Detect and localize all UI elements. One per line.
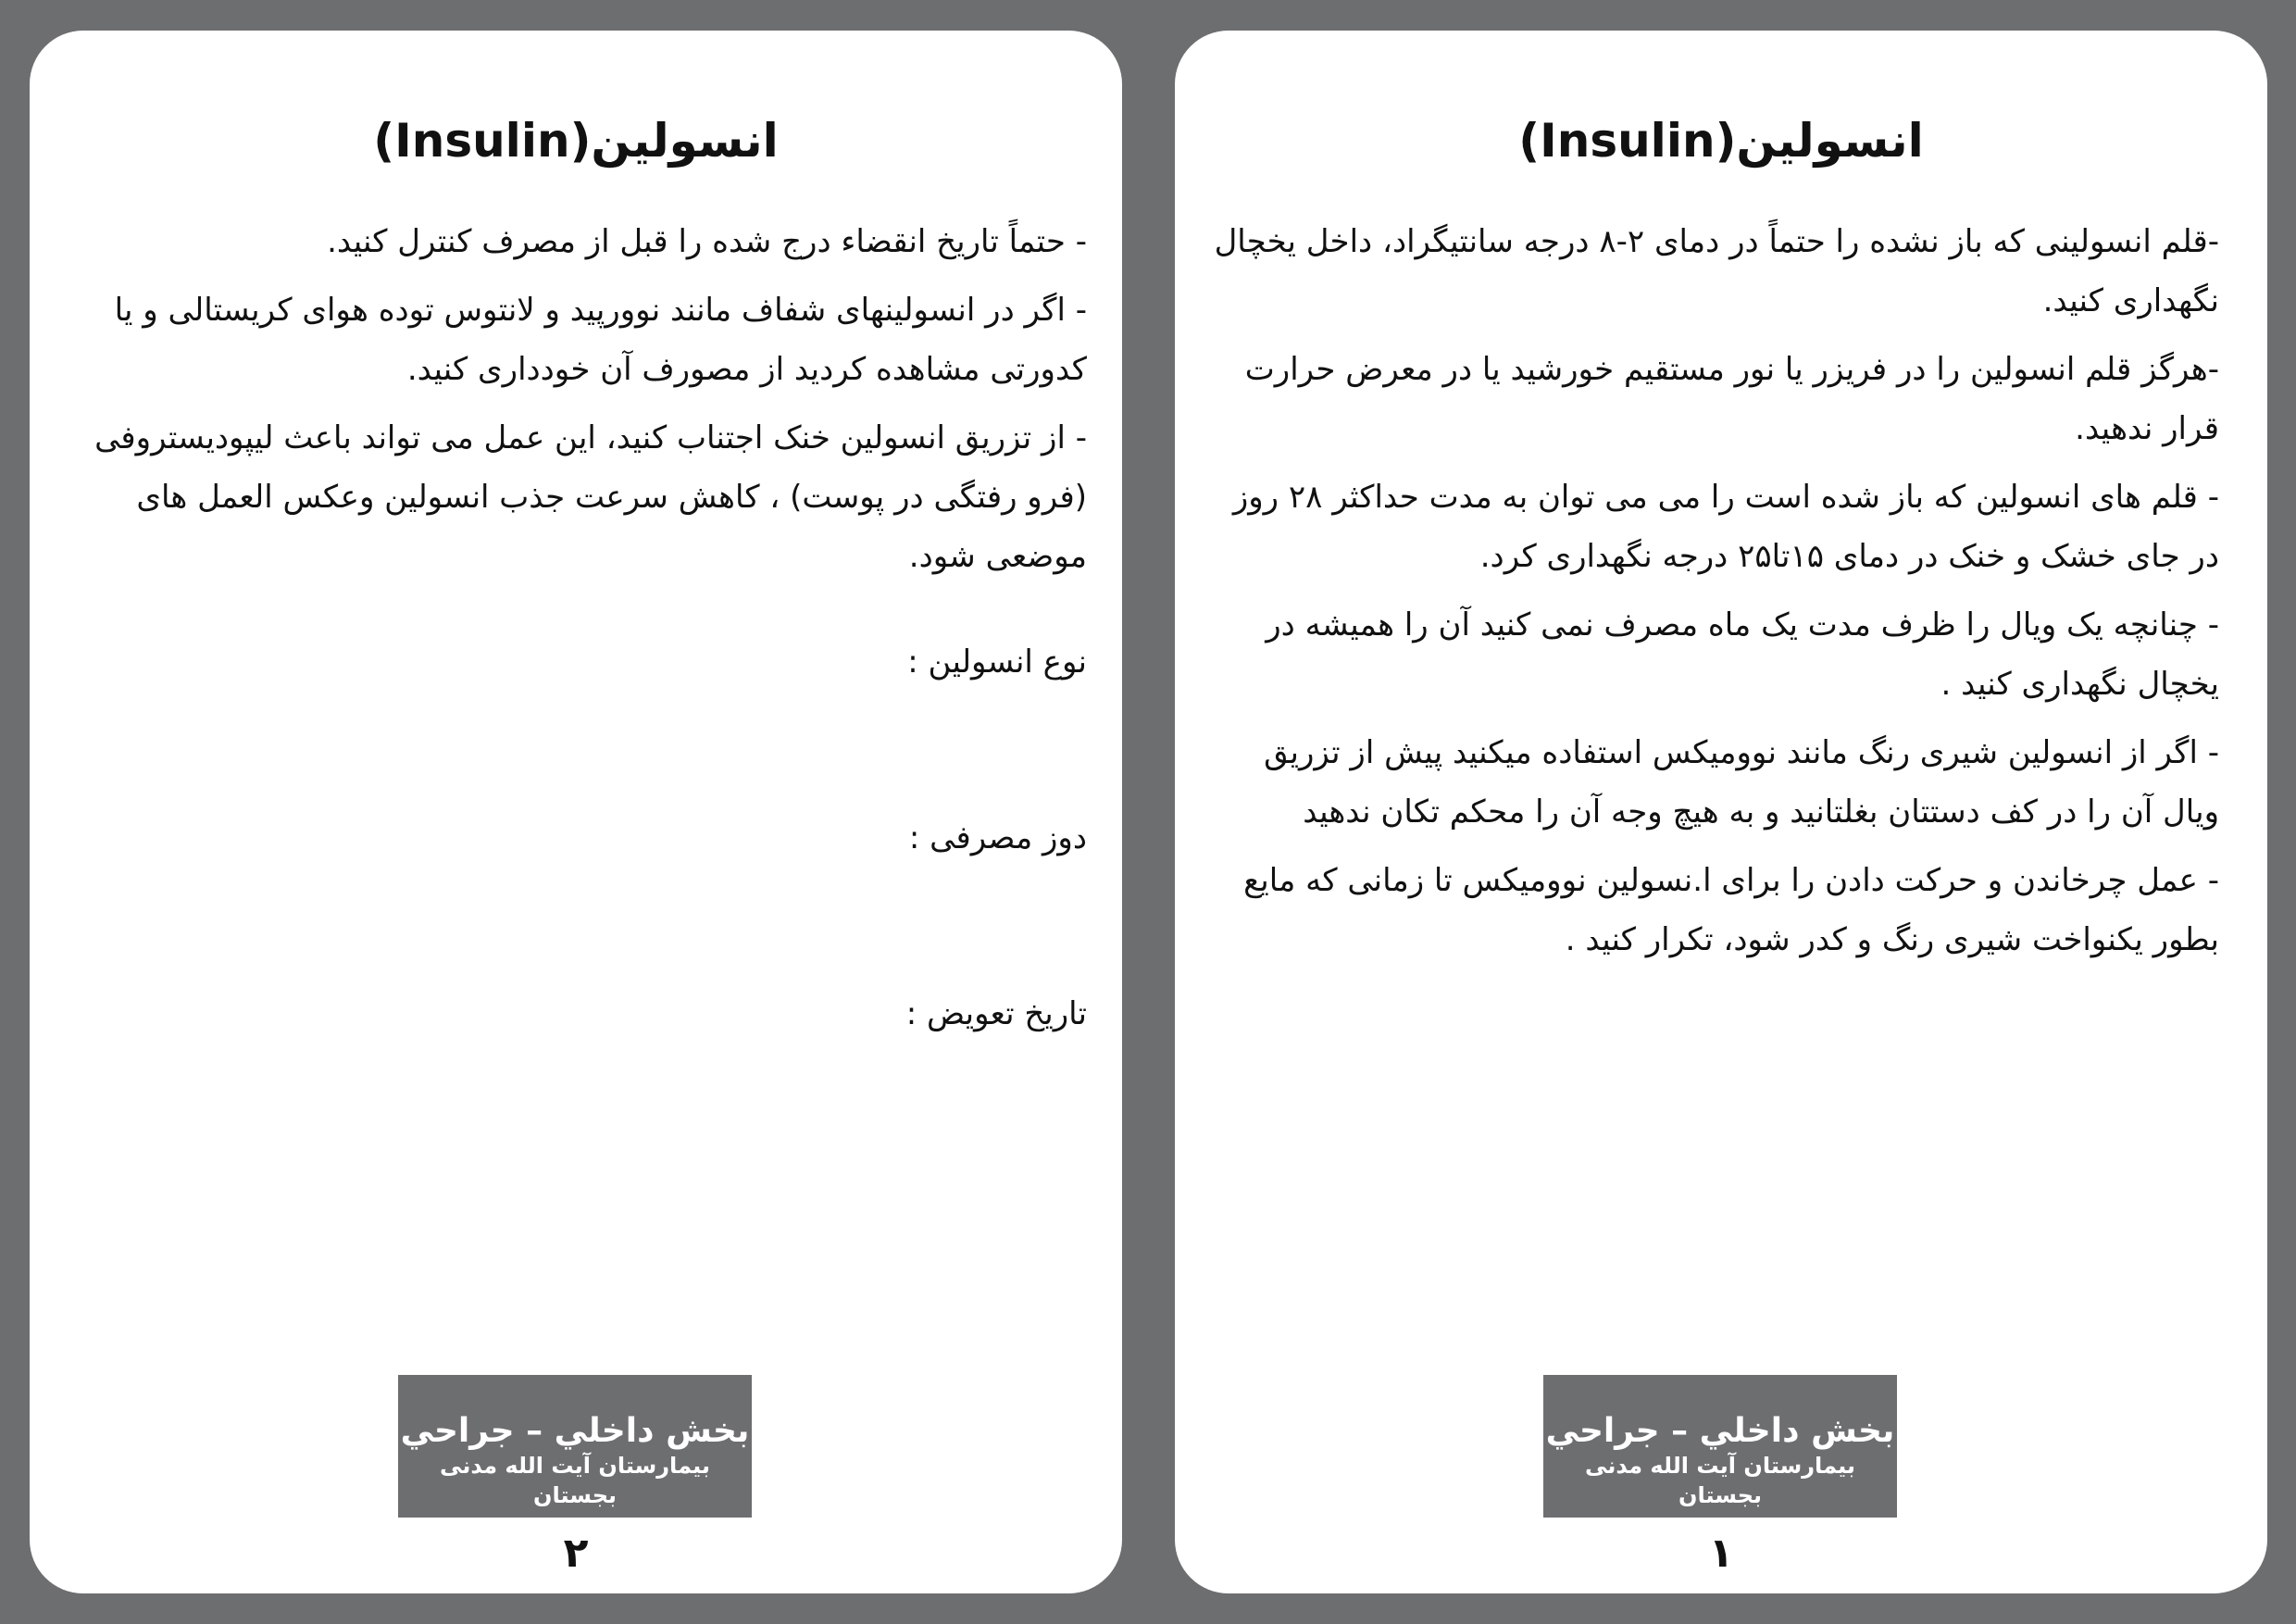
change-date-field-label: تاریخ تعویض :	[905, 995, 1087, 1032]
department-name: بخش داخلي – جراحي	[400, 1412, 750, 1450]
page-number: ۱	[1708, 1530, 1734, 1577]
page-body	[1210, 212, 2219, 979]
paragraph: - اگر از انسولین شیری رنگ مانند نوومیکس استفاده میکنید پیش از تزریق ویال آن را در کف دستتان بغلتانید و به هیچ وجه آن را محکم تکان ندهید	[1264, 734, 2219, 831]
department-name: بخش داخلي – جراحي	[1545, 1412, 1895, 1450]
page-card-1	[1175, 31, 2267, 1593]
paragraph: -قلم انسولینی که باز نشده را حتماً در دمای ۲-۸ درجه سانتیگراد، داخل یخچال نگهداری کنید.	[1214, 223, 2219, 319]
paragraph: - اگر در انسولینهای شفاف مانند نوورپید و لانتوس توده هوای کریستالی و یا کدورتی مشاهده کردید از مصورف آن خودداری کنید.	[114, 292, 1087, 388]
page-title: انسولین(Insulin)	[1518, 114, 1924, 168]
page-card-2	[30, 31, 1122, 1593]
hospital-name: بیمارستان آیت الله مدنی بجستان	[1585, 1453, 1855, 1508]
department-badge	[1543, 1375, 1897, 1518]
paragraph: - از تزریق انسولین خنک اجتناب کنید، این عمل می تواند باعث لیپودیستروفی (فرو رفتگی در پوست) ، کاهش سرعت جذب انسولین وعکس العمل های موضعی شود.	[94, 419, 1087, 575]
dose-field-label: دوز مصرفی :	[908, 819, 1087, 856]
insulin-type-field-label: نوع انسولین :	[907, 643, 1087, 681]
hospital-name: بیمارستان آیت الله مدنی بجستان	[440, 1453, 710, 1508]
paragraph: - حتماً تاریخ انقضاء درج شده را قبل از مصرف کنترل کنید.	[327, 223, 1087, 260]
paragraph: - عمل چرخاندن و حرکت دادن را برای ا.نسولین نوومیکس تا زمانی که مایع بطور یکنواخت شیری رنگ و کدر شود، تکرار کنید .	[1243, 862, 2219, 958]
page-title: انسولین(Insulin)	[373, 114, 779, 168]
page-body	[59, 212, 1087, 1043]
department-badge	[398, 1375, 752, 1518]
paragraph: - قلم های انسولین که باز شده است را می می توان به مدت حداکثر ۲۸ روز در جای خشک و خنک در دمای ۱۵تا۲۵ درجه نگهداری کرد.	[1232, 479, 2219, 575]
paragraph: - چنانچه یک ویال را ظرف مدت یک ماه مصرف نمی کنید آن را همیشه در یخچال نگهداری کنید .	[1266, 606, 2219, 703]
page-number: ۲	[563, 1530, 589, 1577]
paragraph: -هرگز قلم انسولین را در فریزر یا نور مستقیم خورشید یا در معرض حرارت قرار ندهید.	[1244, 351, 2219, 447]
